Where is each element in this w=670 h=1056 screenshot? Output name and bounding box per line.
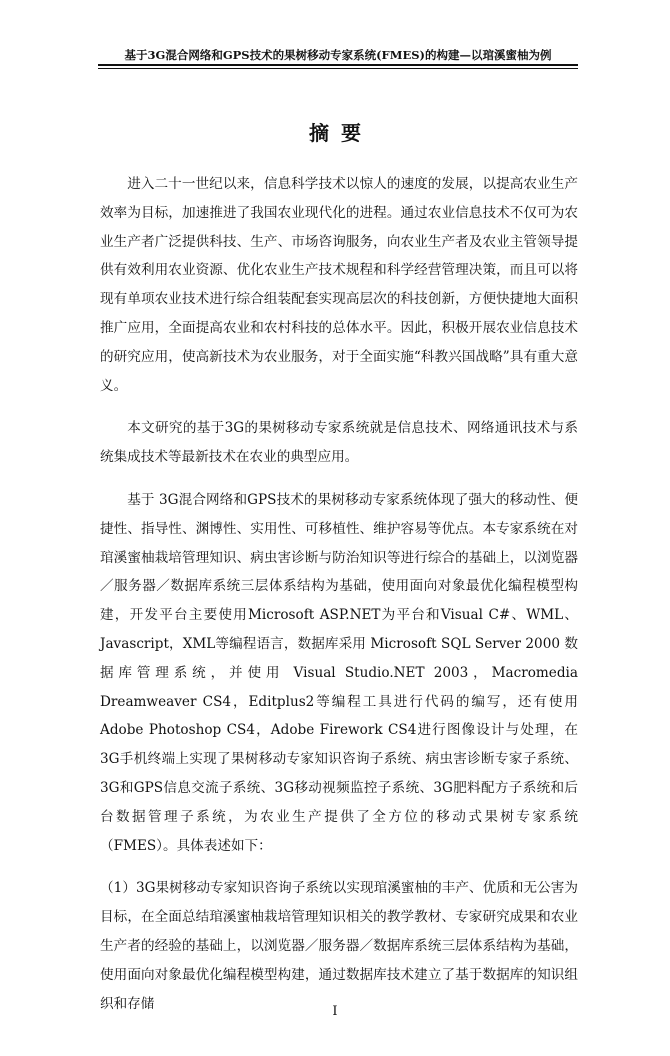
abstract-paragraph: 本文研究的基于3G的果树移动专家系统就是信息技术、网络通讯技术与系统集成技术等最新技术在农业的典型应用。 bbox=[100, 420, 578, 466]
abstract-body bbox=[100, 170, 578, 1018]
abstract-list-item: （1）3G果树移动专家知识咨询子系统以实现琯溪蜜柚的丰产、优质和无公害为目标，在全面总结琯溪蜜柚栽培管理知识相关的教学教材、专家研究成果和农业生产者的经验的基础上，以浏览器／服务器／数据库系统三层体系结构为基础，使用面向对象最优化编程模型构建，通过数据库技术建立了基于数据库的知识组织和存储 bbox=[100, 880, 578, 1012]
header-rule bbox=[98, 64, 578, 66]
abstract-paragraph: 基于 3G混合网络和GPS技术的果树移动专家系统体现了强大的移动性、便捷性、指导性、渊博性、实用性、可移植性、维护容易等优点。本专家系统在对琯溪蜜柚栽培管理知识、病虫害诊断与防治知识等进行综合的基础上，以浏览器／服务器／数据库系统三层体系结构为基础，使用面向对象最优化编程模型构建，开发平台主要使用Microsoft ASP.NET为平台和Visual C#、WML、Javascript，XML等编程语言，数据库采用 Microsoft SQL Server 2000 数据库管理系统，并使用 Visual Studio.NET 2003，Macromedia Dreamweaver CS4，Editplus2等编程工具进行代码的编写，还有使用Adobe Photoshop CS4，Adobe Firework CS4进行图像设计与处理，在3G手机终端上实现了果树移动专家知识咨询子系统、病虫害诊断专家子系统、3G和GPS信息交流子系统、3G移动视频监控子系统、3G肥料配方子系统和后台数据管理子系统，为农业生产提供了全方位的移动式果树专家系统（FMES）。具体表述如下： bbox=[100, 491, 578, 854]
page-title: 摘要 bbox=[309, 121, 373, 145]
running-header: 基于3G混合网络和GPS技术的果树移动专家系统(FMES)的构建—以琯溪蜜柚为例 bbox=[124, 48, 552, 62]
header-rule-thin bbox=[98, 68, 578, 69]
page-number: I bbox=[332, 1004, 338, 1019]
abstract-paragraph: 进入二十一世纪以来，信息科学技术以惊人的速度的发展，以提高农业生产效率为目标，加速推进了我国农业现代化的进程。通过农业信息技术不仅可为农业生产者广泛提供科技、生产、市场咨询服务，向农业生产者及农业主管领导提供有效利用农业资源、优化农业生产技术规程和科学经营管理决策，而且可以将现有单项农业技术进行综合组装配套实现高层次的科技创新，方便快捷地大面积推广应用，全面提高农业和农村科技的总体水平。因此，积极开展农业信息技术的研究应用，使高新技术为农业服务，对于全面实施“科教兴国战略”具有重大意义。 bbox=[100, 176, 578, 394]
